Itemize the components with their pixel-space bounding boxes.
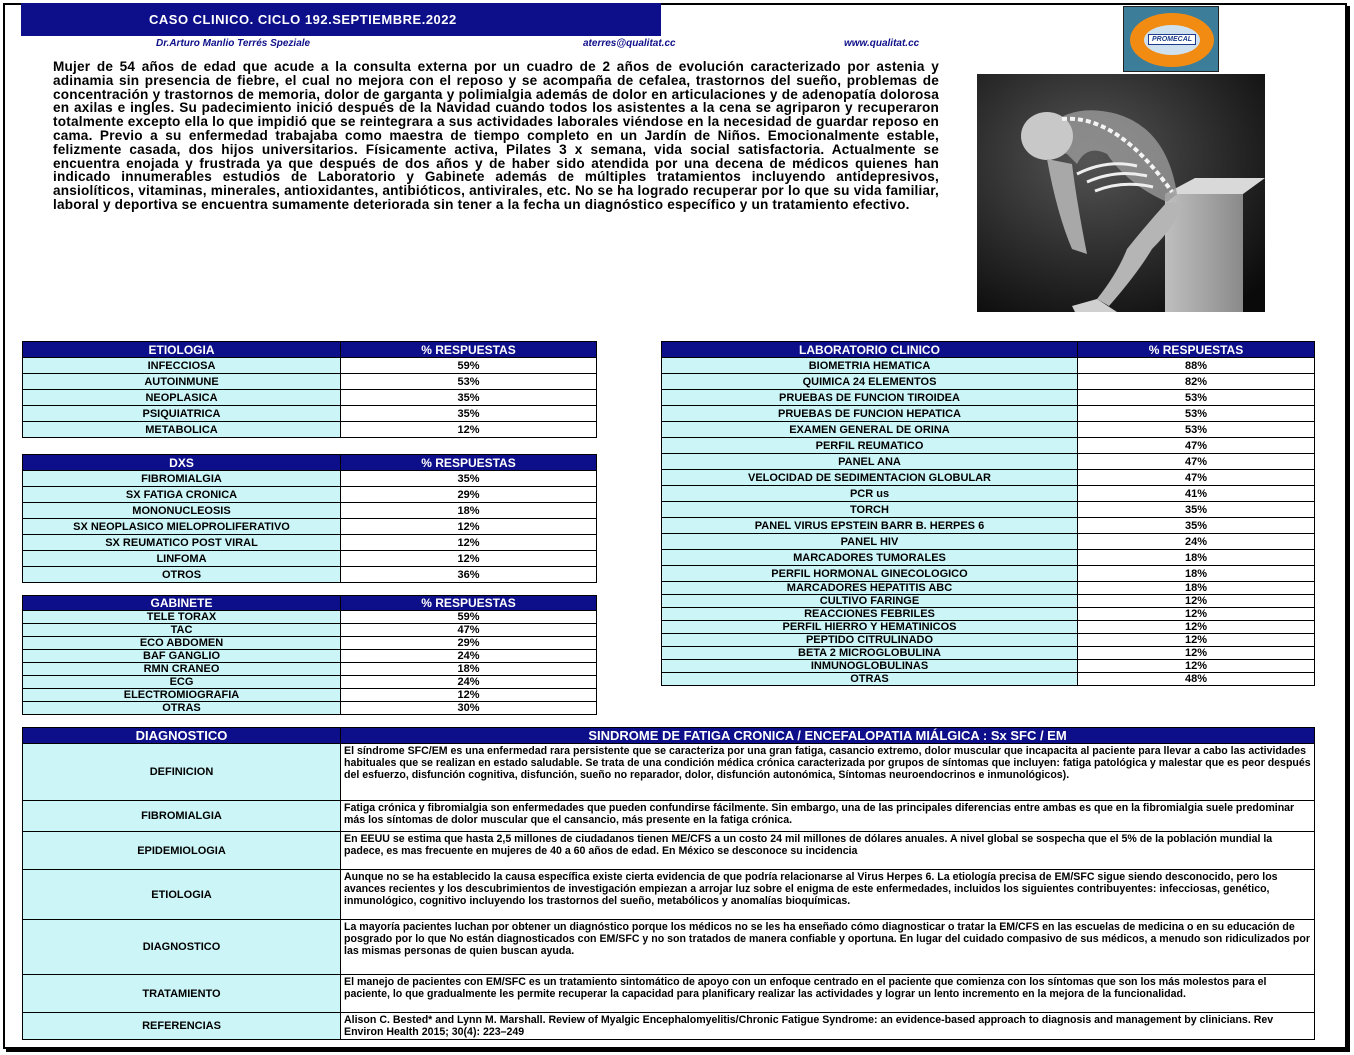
table-cell: 12% xyxy=(1078,595,1315,608)
table-cell: PANEL HIV xyxy=(662,534,1078,550)
column-header: LABORATORIO CLINICO xyxy=(662,342,1078,358)
table-cell: TELE TORAX xyxy=(23,611,341,624)
table-cell: 29% xyxy=(341,487,597,503)
table-cell: 12% xyxy=(1078,634,1315,647)
row-label: ETIOLOGIA xyxy=(23,870,341,920)
table-cell: OTRAS xyxy=(23,702,341,715)
table-cell: PCR us xyxy=(662,486,1078,502)
table-cell: 18% xyxy=(1078,566,1315,582)
table-cell: 35% xyxy=(341,471,597,487)
table-cell: PERFIL HORMONAL GINECOLOGICO xyxy=(662,566,1078,582)
case-description: Mujer de 54 años de edad que acude a la consulta externa por un cuadro de 2 años de evolución caracterizado por astenia y adinamia sin presencia de fiebre, el cual no mejora con el reposo y se acompaña de cefalea, trastornos del sueño, problemas de concentración y trastornos de memoria, dolor de garganta y polimialgia además de dolor en articulaciones y de adenopatía dolorosa en axilas e ingles. Su padecimiento inició después de la Navidad cuando todos los asistentes a la cena se agriparon y recuperaron totalmente excepto ella lo que impidió que se reintegrara a sus actividades laborales viéndose en la necesidad de guardar reposo en cama. Previo a su enfermedad trabajaba como maestra de tiempo completo en un Jardín de Niños. Emocionalmente estable, felizmente casada, dos hijos universitarios. Físicamente activa, Pilates 3 x semana, vida social satisfactoria. Actualmente se encuentra enojada y frustrada ya que después de dos años y de haber sido atendida por una decena de médicos quienes han indicado innumerables estudios de Laboratorio y Gabinete además de múltiples tratamientos incluyendo antidepresivos, ansiolíticos, vitaminas, minerales, antioxidantes, antibióticos, antivirales, etc. No se ha logrado recuperar por lo que su vida familiar, laboral y deportiva se encuentra sumamente deteriorada sin tener a la fecha un diagnóstico específico y un tratamiento efectivo. xyxy=(53,59,939,212)
table-cell: RMN CRANEO xyxy=(23,663,341,676)
table-cell: 47% xyxy=(341,624,597,637)
table-cell: QUIMICA 24 ELEMENTOS xyxy=(662,374,1078,390)
table-cell: TAC xyxy=(23,624,341,637)
row-label: TRATAMIENTO xyxy=(23,975,341,1013)
table-cell: 47% xyxy=(1078,454,1315,470)
table-cell: 35% xyxy=(341,406,597,422)
diagnostico-table xyxy=(22,727,1315,1040)
author-name: Dr.Arturo Manlio Terrés Speziale xyxy=(156,38,311,49)
table-cell: 12% xyxy=(1078,608,1315,621)
row-text: El manejo de pacientes con EM/SFC es un tratamiento sintomático de apoyo con un enfoque centrado en el paciente que comienza con los síntomas que son los más molestos para el paciente, lo que gradualmente les permite recuperar la capacidad para planificary realizar las actividades y lograr un lento incremento en la mejora de la funcionalidad. xyxy=(341,975,1315,1013)
table-cell: ELECTROMIOGRAFIA xyxy=(23,689,341,702)
column-header: % RESPUESTAS xyxy=(341,596,597,611)
etiologia-table xyxy=(22,341,597,438)
table-cell: SX FATIGA CRONICA xyxy=(23,487,341,503)
case-title: CASO CLINICO. CICLO 192.SEPTIEMBRE.2022 xyxy=(149,12,457,27)
table-cell: VELOCIDAD DE SEDIMENTACION GLOBULAR xyxy=(662,470,1078,486)
table-cell: 36% xyxy=(341,567,597,583)
table-cell: EXAMEN GENERAL DE ORINA xyxy=(662,422,1078,438)
row-text: El síndrome SFC/EM es una enfermedad rara persistente que se caracteriza por una gran fatiga, casancio extremo, dolor muscular que incapacita al paciente para llevar a cabo las actividades habituales que se realizan en estado saludable. Se trata de una condición médica crónica caracterizada por grupos de síntomas que incluyen: fatiga patológica y malestar que es peor después del esfuerzo, disfunción cognitiva, disfunción, sueño no reparador, dolor, disfunción autonómica, Síntomas neuroendocrinos e inmunológicos). xyxy=(341,744,1315,801)
table-cell: SX REUMATICO POST VIRAL xyxy=(23,535,341,551)
table-cell: 53% xyxy=(341,374,597,390)
column-header: % RESPUESTAS xyxy=(341,342,597,358)
table-cell: MARCADORES TUMORALES xyxy=(662,550,1078,566)
table-cell: PRUEBAS DE FUNCION HEPATICA xyxy=(662,406,1078,422)
table-cell: PERFIL REUMATICO xyxy=(662,438,1078,454)
table-cell: SX NEOPLASICO MIELOPROLIFERATIVO xyxy=(23,519,341,535)
table-cell: 35% xyxy=(341,390,597,406)
table-cell: OTROS xyxy=(23,567,341,583)
table-cell: ECG xyxy=(23,676,341,689)
column-header: SINDROME DE FATIGA CRONICA / ENCEFALOPATIA MIÁLGICA : Sx SFC / EM xyxy=(341,728,1315,744)
table-cell: 88% xyxy=(1078,358,1315,374)
table-cell: 48% xyxy=(1078,673,1315,686)
table-cell: 12% xyxy=(341,535,597,551)
table-cell: 53% xyxy=(1078,406,1315,422)
table-cell: 47% xyxy=(1078,470,1315,486)
table-cell: BETA 2 MICROGLOBULINA xyxy=(662,647,1078,660)
table-cell: 35% xyxy=(1078,518,1315,534)
website-link[interactable]: www.qualitat.cc xyxy=(844,38,920,49)
table-cell: 59% xyxy=(341,611,597,624)
table-cell: 12% xyxy=(341,422,597,438)
row-text: La mayoría pacientes luchan por obtener un diagnóstico porque los médicos no se les ha enseñado cómo diagnosticar o tratar la EM/CFS en las escuelas de medicina o en su educación de posgrado por lo que No están diagnosticados con EM/SFC y no son tratados de manera confiable y oportuna. En lugar del cuidado compasivo de sus médicos, a menudo son ridiculizados por las mismas personas de quien buscan ayuda. xyxy=(341,920,1315,975)
case-title-banner xyxy=(21,3,661,36)
table-cell: 12% xyxy=(341,519,597,535)
gabinete-table xyxy=(22,595,597,715)
table-cell: INMUNOGLOBULINAS xyxy=(662,660,1078,673)
table-cell: MARCADORES HEPATITIS ABC xyxy=(662,582,1078,595)
column-header: DIAGNOSTICO xyxy=(23,728,341,744)
table-cell: 53% xyxy=(1078,422,1315,438)
table-cell: PSIQUIATRICA xyxy=(23,406,341,422)
row-label: FIBROMIALGIA xyxy=(23,801,341,832)
table-cell: 53% xyxy=(1078,390,1315,406)
table-cell: BIOMETRIA HEMATICA xyxy=(662,358,1078,374)
row-text: Fatiga crónica y fibromialgia son enfermedades que pueden confundirse fácilmente. Sin embargo, una de las principales diferencias entre ambas es que en la fibromialgia suele predominar más los síntomas de dolor muscular que el cansancio, más presente en la fatiga crónica. xyxy=(341,801,1315,832)
row-label: EPIDEMIOLOGIA xyxy=(23,832,341,870)
table-cell: 29% xyxy=(341,637,597,650)
table-cell: 41% xyxy=(1078,486,1315,502)
table-cell: AUTOINMUNE xyxy=(23,374,341,390)
column-header: DXS xyxy=(23,455,341,471)
table-cell: REACCIONES FEBRILES xyxy=(662,608,1078,621)
table-cell: 82% xyxy=(1078,374,1315,390)
table-cell: OTRAS xyxy=(662,673,1078,686)
row-label: REFERENCIAS xyxy=(23,1013,341,1040)
table-cell: 18% xyxy=(1078,550,1315,566)
table-cell: TORCH xyxy=(662,502,1078,518)
table-cell: METABOLICA xyxy=(23,422,341,438)
table-cell: PERFIL HIERRO Y HEMATINICOS xyxy=(662,621,1078,634)
table-cell: 24% xyxy=(1078,534,1315,550)
table-cell: 12% xyxy=(341,551,597,567)
table-cell: ECO ABDOMEN xyxy=(23,637,341,650)
table-cell: CULTIVO FARINGE xyxy=(662,595,1078,608)
table-cell: 12% xyxy=(1078,621,1315,634)
table-cell: INFECCIOSA xyxy=(23,358,341,374)
logo-text: PROMECAL xyxy=(1148,34,1196,45)
table-cell: 24% xyxy=(341,650,597,663)
promecal-logo xyxy=(1123,6,1219,72)
table-cell: 12% xyxy=(1078,660,1315,673)
xray-skeleton-image xyxy=(977,74,1265,312)
table-cell: LINFOMA xyxy=(23,551,341,567)
row-text: Alison C. Bested* and Lynn M. Marshall. Review of Myalgic Encephalomyelitis/Chronic Fatigue Syndrome: an evidence-based approach to diagnosis and management by clinicians. Rev Environ Health 2015; 30(4): 223–249 xyxy=(341,1013,1315,1040)
table-cell: PRUEBAS DE FUNCION TIROIDEA xyxy=(662,390,1078,406)
table-cell: 35% xyxy=(1078,502,1315,518)
row-label: DEFINICION xyxy=(23,744,341,801)
row-text: En EEUU se estima que hasta 2,5 millones de ciudadanos tienen ME/CFS a un costo 24 mil millones de dólares anuales. A nivel global se sospecha que el 5% de la población mundial la padece, es mas frecuente en mujeres de 40 a 60 años de edad. En México se desconoce su incidencia xyxy=(341,832,1315,870)
column-header: GABINETE xyxy=(23,596,341,611)
laboratorio-table xyxy=(661,341,1315,686)
row-label: DIAGNOSTICO xyxy=(23,920,341,975)
table-cell: NEOPLASICA xyxy=(23,390,341,406)
table-cell: 47% xyxy=(1078,438,1315,454)
table-cell: 30% xyxy=(341,702,597,715)
table-cell: 12% xyxy=(1078,647,1315,660)
column-header: % RESPUESTAS xyxy=(1078,342,1315,358)
table-cell: 24% xyxy=(341,676,597,689)
column-header: ETIOLOGIA xyxy=(23,342,341,358)
author-email[interactable]: aterres@qualitat.cc xyxy=(583,38,676,49)
table-cell: 18% xyxy=(341,503,597,519)
table-cell: 12% xyxy=(341,689,597,702)
table-cell: BAF GANGLIO xyxy=(23,650,341,663)
table-cell: 59% xyxy=(341,358,597,374)
table-cell: PANEL VIRUS EPSTEIN BARR B. HERPES 6 xyxy=(662,518,1078,534)
column-header: % RESPUESTAS xyxy=(341,455,597,471)
dxs-table xyxy=(22,454,597,583)
table-cell: FIBROMIALGIA xyxy=(23,471,341,487)
table-cell: PANEL ANA xyxy=(662,454,1078,470)
table-cell: MONONUCLEOSIS xyxy=(23,503,341,519)
table-cell: 18% xyxy=(341,663,597,676)
table-cell: PEPTIDO CITRULINADO xyxy=(662,634,1078,647)
row-text: Aunque no se ha establecido la causa específica existe cierta evidencia de que podría relacionarse al Virus Herpes 6. La etiología precisa de EM/SFC sigue siendo desconocido, pero los avances recientes y los descubrimientos de investigación empiezan a arrojar luz sobre el enigma de este enfermedades, incluidos los siguientes contribuyentes: infecciosas, genético, inmunológico, cognitivo incluyendo los trastornos del sueño, metabólicos y anomalías bioquímicas. xyxy=(341,870,1315,920)
table-cell: 18% xyxy=(1078,582,1315,595)
